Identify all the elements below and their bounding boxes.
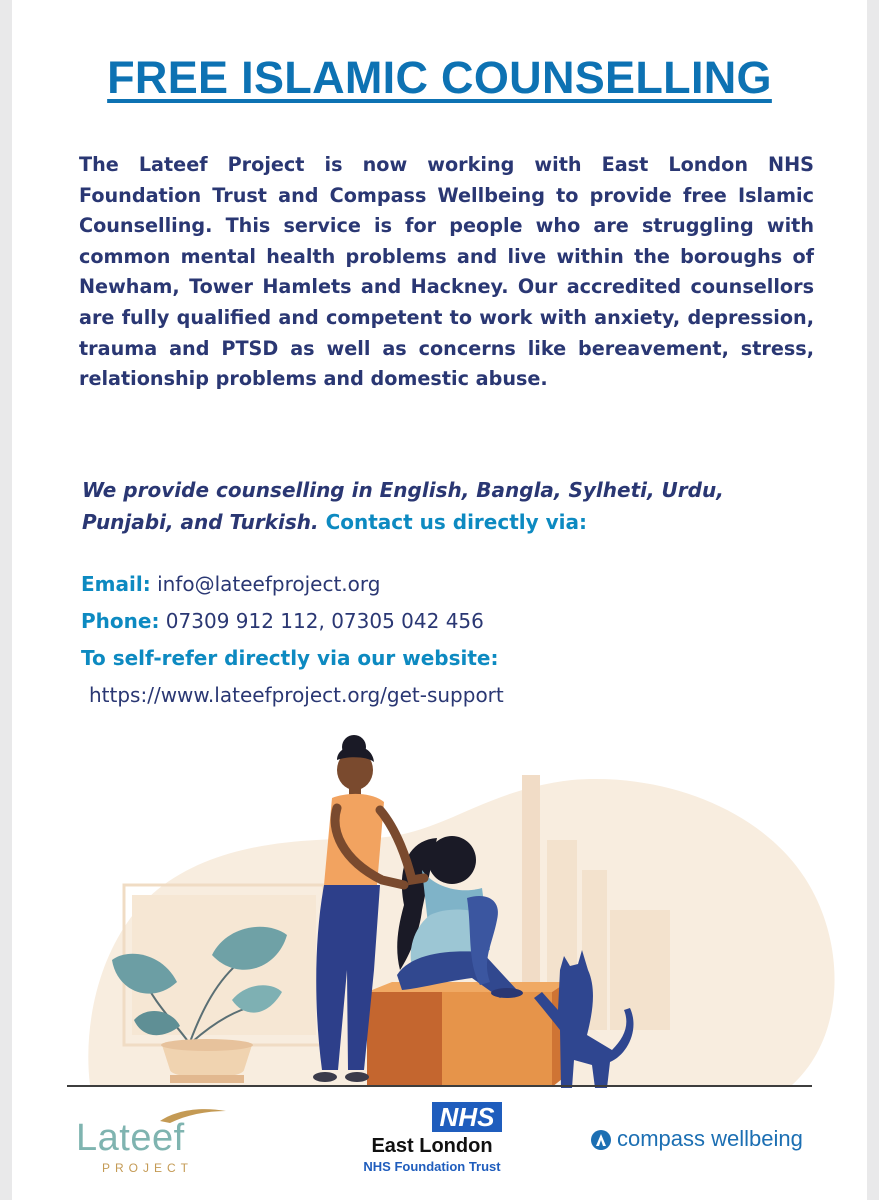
lateef-sub: PROJECT [102, 1161, 194, 1175]
phone-line [81, 603, 781, 640]
phone-label: Phone: [81, 609, 160, 633]
website-link[interactable]: https://www.lateefproject.org/get-support [89, 683, 504, 707]
nhs-org-name: East London [371, 1135, 493, 1157]
compass-a-icon [590, 1129, 612, 1151]
email-link[interactable]: info@lateefproject.org [157, 572, 381, 596]
contact-prompt: Contact us directly via: [325, 510, 588, 534]
flyer-page [12, 0, 867, 1200]
phone-numbers[interactable]: 07309 912 112, 07305 042 456 [165, 609, 484, 633]
languages-paragraph [82, 474, 802, 538]
email-line [81, 566, 781, 603]
self-refer-line [81, 640, 781, 677]
email-label: Email: [81, 572, 151, 596]
nhs-trust-name: NHS Foundation Trust [363, 1159, 501, 1174]
footer-divider [67, 1085, 812, 1087]
building-3 [610, 910, 670, 1030]
comforting-scene-illustration [12, 720, 867, 1095]
nhs-badge: NHS [432, 1102, 503, 1132]
nhs-logo [347, 1102, 517, 1182]
lateef-logo [72, 1105, 242, 1180]
intro-paragraph: The Lateef Project is now working with East London NHS Foundation Trust and Compass Wellbeing to provide free Islamic Counselling. This service is for people who are struggling with common mental health problems and live within the boroughs of Newham, Tower Hamlets and Hackney. Our accredited counsellors are fully qualified and competent to work with anxiety, depression, trauma and PTSD as well as concerns like bereavement, stress, relationship problems and domestic abuse. [79, 153, 814, 391]
languages-text: We provide counselling in English, Bangla, Sylheti, Urdu, Punjabi, and Turkish. [82, 478, 724, 534]
compass-name: compass wellbeing [617, 1126, 803, 1151]
self-refer-label: To self-refer directly via our website: [81, 646, 499, 670]
compass-logo [590, 1126, 830, 1156]
contact-details [81, 566, 781, 714]
lateef-name: Lateef [76, 1117, 185, 1159]
page-title: FREE ISLAMIC COUNSELLING [107, 52, 772, 103]
url-line [81, 677, 781, 714]
